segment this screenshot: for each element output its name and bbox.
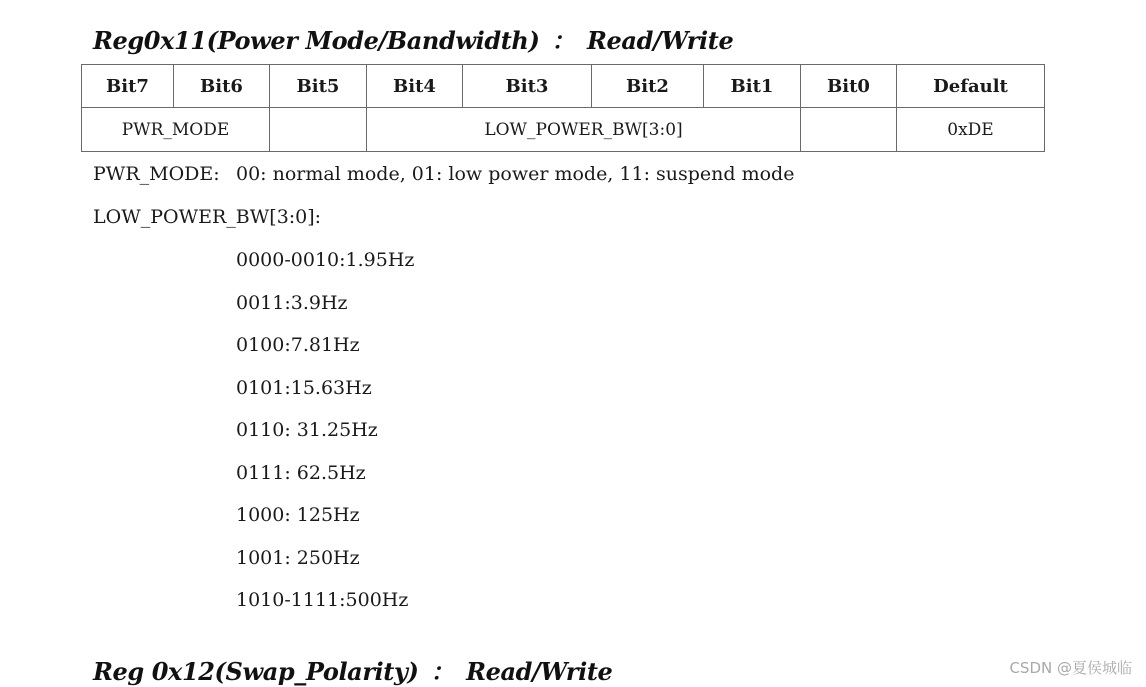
table-header-row: [82, 65, 1045, 108]
header-bit0: Bit0: [801, 65, 897, 108]
list-item: 0101:15.63Hz: [236, 376, 372, 399]
cell-pwr-mode: PWR_MODE: [82, 108, 270, 152]
list-item: 0000-0010:1.95Hz: [236, 249, 415, 271]
list-item: 1000: 125Hz: [236, 504, 360, 526]
bw-desc-label: LOW_POWER_BW[3:0]:: [93, 206, 322, 228]
header-bit5: Bit5: [270, 65, 367, 108]
header-bit7: Bit7: [82, 65, 174, 108]
register-heading-0x12: [93, 652, 612, 687]
header-bit3: Bit3: [463, 65, 592, 108]
header-bit1: Bit1: [704, 65, 801, 108]
bw-value-list: [236, 248, 414, 631]
register-name: Reg 0x12(Swap_Polarity): [93, 657, 419, 686]
heading-separator: ：: [430, 657, 455, 686]
list-item: 0100:7.81Hz: [236, 334, 360, 356]
pwr-mode-desc-label: PWR_MODE:: [93, 163, 220, 185]
cell-bit5: [270, 108, 367, 152]
header-bit6: Bit6: [174, 65, 270, 108]
watermark: CSDN @夏侯城临: [1009, 659, 1132, 677]
register-heading-0x11: [93, 21, 733, 56]
heading-separator: ：: [551, 26, 576, 55]
list-item: 0011:3.9Hz: [236, 291, 348, 314]
cell-low-power-bw: LOW_POWER_BW[3:0]: [367, 108, 801, 152]
list-item: 0111: 62.5Hz: [236, 461, 366, 484]
table-row: [82, 108, 1045, 152]
register-bit-table: [81, 64, 1045, 152]
list-item: 1010-1111:500Hz: [236, 589, 409, 611]
register-access: Read/Write: [587, 26, 734, 55]
register-access: Read/Write: [466, 657, 613, 686]
header-bit4: Bit4: [367, 65, 463, 108]
register-name: Reg0x11(Power Mode/Bandwidth): [93, 26, 540, 55]
cell-bit0: [801, 108, 897, 152]
cell-default-value: 0xDE: [897, 108, 1045, 152]
header-bit2: Bit2: [592, 65, 704, 108]
list-item: 1001: 250Hz: [236, 546, 360, 569]
header-default: Default: [897, 65, 1045, 108]
pwr-mode-desc-text: 00: normal mode, 01: low power mode, 11: suspend mode: [236, 163, 795, 185]
list-item: 0110: 31.25Hz: [236, 419, 378, 441]
